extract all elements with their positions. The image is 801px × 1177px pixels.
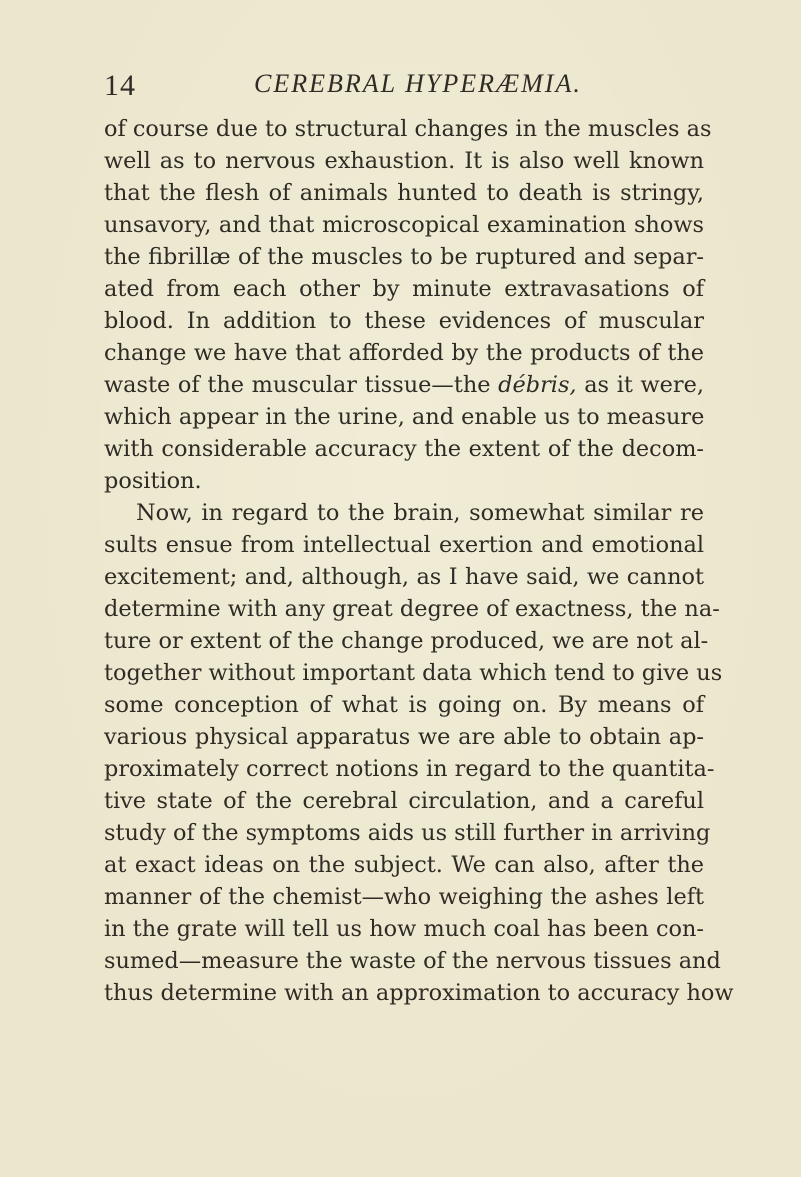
text-line: sults ensue from intellectual exertion and emotional (104, 532, 704, 558)
body-text (104, 113, 734, 1009)
line-segment: as it were, (576, 372, 704, 398)
text-line: ture or extent of the change produced, we are not al- (104, 628, 709, 654)
text-line: excitement; and, although, as I have said, we cannot (104, 564, 704, 590)
text-line-with-italic (104, 369, 704, 401)
text-line: determine with any great degree of exactness, the na- (104, 596, 720, 622)
text-line: thus determine with an approximation to accuracy how (104, 980, 734, 1006)
text-line: proximately correct notions in regard to the quantita- (104, 756, 715, 782)
text-line: manner of the chemist—who weighing the ashes left (104, 884, 704, 910)
text-line: various physical apparatus we are able to obtain ap- (104, 724, 704, 750)
text-line: some conception of what is going on. By means of (104, 692, 704, 718)
text-line: tive state of the cerebral circulation, and a careful (104, 788, 704, 814)
text-line: the fibrillæ of the muscles to be ruptured and separ- (104, 244, 704, 270)
text-line: blood. In addition to these evidences of muscular (104, 308, 704, 334)
text-line: at exact ideas on the subject. We can also, after the (104, 852, 704, 878)
text-line: sumed—measure the waste of the nervous tissues and (104, 948, 721, 974)
text-line: change we have that afforded by the products of the (104, 340, 704, 366)
text-line: study of the symptoms aids us still further in arriving (104, 820, 711, 846)
page-number: 14 (104, 69, 136, 102)
italic-term-debris: débris, (498, 372, 577, 398)
text-line-paragraph-start: Now, in regard to the brain, somewhat similar re (136, 500, 704, 526)
running-title: CEREBRAL HYPERÆMIA. (254, 69, 582, 98)
line-segment: waste of the muscular tissue—the (104, 372, 499, 398)
page-header (104, 68, 744, 108)
text-line: together without important data which tend to give us (104, 660, 723, 686)
text-line: in the grate will tell us how much coal has been con- (104, 916, 704, 942)
text-line: of course due to structural changes in the muscles as (104, 116, 712, 142)
text-line: with considerable accuracy the extent of the decom- (104, 436, 704, 462)
text-line-paragraph-end: position. (104, 468, 202, 494)
text-line: which appear in the urine, and enable us to measure (104, 404, 705, 430)
text-line: unsavory, and that microscopical examination shows (104, 212, 704, 238)
text-line: well as to nervous exhaustion. It is also well known (104, 148, 704, 174)
text-line: that the flesh of animals hunted to death is stringy, (104, 180, 704, 206)
text-line: ated from each other by minute extravasations of (104, 276, 704, 302)
